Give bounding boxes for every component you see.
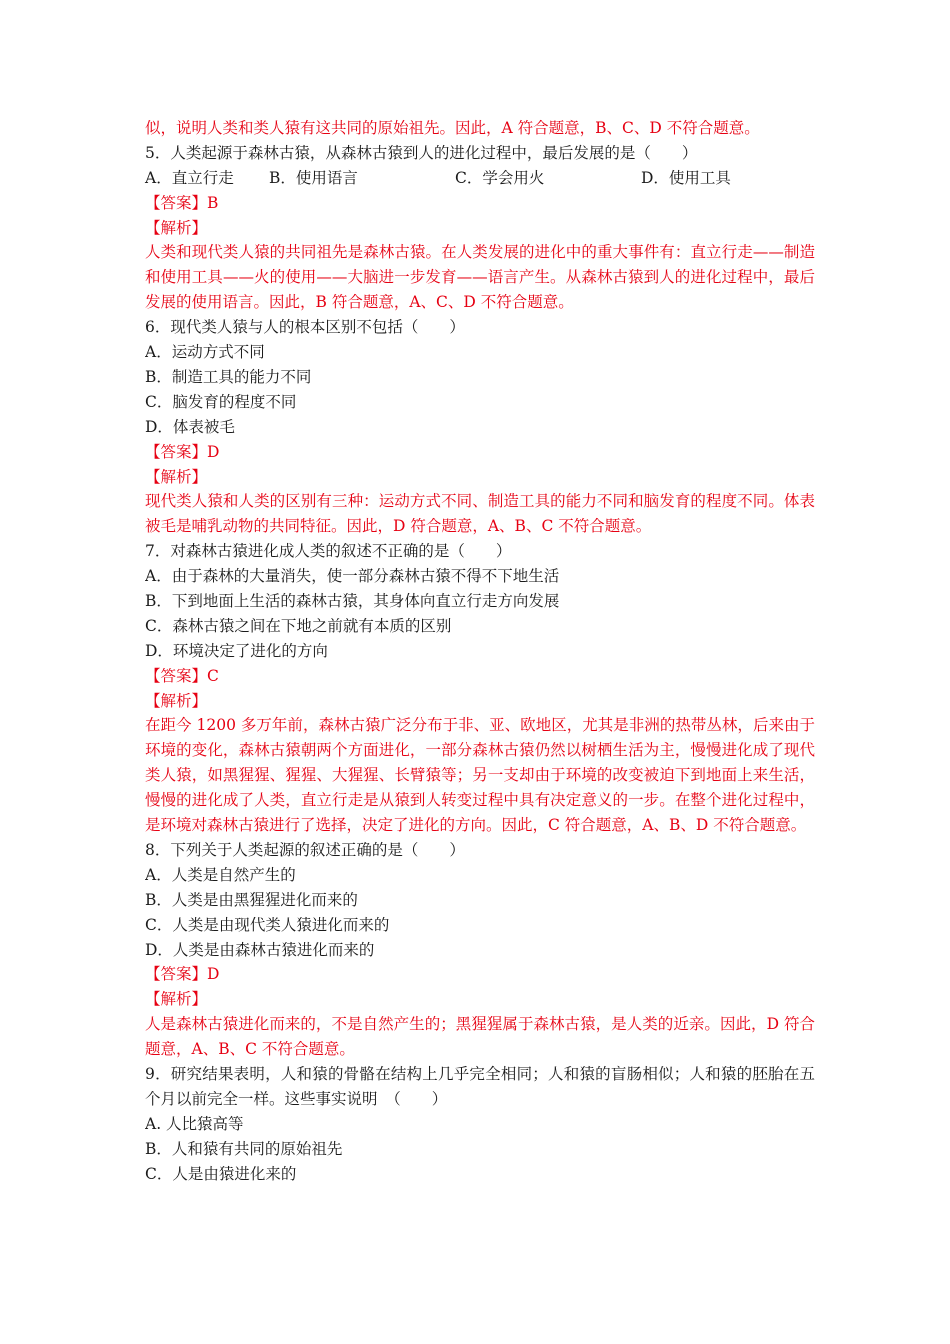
q6-option-a: A．运动方式不同: [145, 343, 265, 362]
q6-stem: 6．现代类人猿与人的根本区别不包括（ ）: [145, 318, 465, 337]
q8-stem: 8．下列关于人类起源的叙述正确的是（ ）: [145, 841, 465, 859]
q6-analysis: 现代类人猿和人类的区别有三种：运动方式不同、制造工具的能力不同和脑发育的程度不同。体表被毛是哺乳动物的共同特征。因此，D 符合题意，A、B、C 不符合题意。: [145, 492, 815, 536]
q5-option-c: C．学会用火: [455, 168, 545, 187]
q6-option-d: D．体表被毛: [145, 417, 235, 436]
q7-option-c: C．森林古猿之间在下地之前就有本质的区别: [145, 616, 452, 635]
q5-stem: 5．人类起源于森林古猿，从森林古猿到人的进化过程中，最后发展的是（ ）: [145, 143, 698, 162]
q5-option-d: D．使用工具: [641, 168, 731, 187]
q6-option-c: C．脑发育的程度不同: [145, 392, 297, 411]
q8-analysis-tag: 【解析】: [145, 990, 208, 1009]
q8-option-c: C．人类是由现代类人猿进化而来的: [145, 915, 390, 934]
q9-option-c: C．人是由猿进化来的: [145, 1164, 297, 1183]
q7-analysis: 在距今 1200 多万年前，森林古猿广泛分布于非、亚、欧地区，尤其是非洲的热带丛林，后来由于环境的变化，森林古猿朝两个方面进化，一部分森林古猿仍然以树栖生活为主，慢慢进化成了现代类人猿，如黑猩猩、猩猩、大猩猩、长臂猿等；另一支却由于环境的改变被迫下到地面上来生活，慢慢的进化成了人类，直立行走是从猿到人转变过程中具有决定意义的一步。在整个进化过程中，是环境对森林古猿进行了选择，决定了进化的方向。因此，C 符合题意，A、B、D 不符合题意。: [145, 716, 815, 835]
q7-analysis-tag: 【解析】: [145, 691, 208, 710]
q9-option-b: B．人和猿有共同的原始祖先: [145, 1139, 343, 1158]
q8-answer: 【答案】D: [145, 965, 220, 984]
carry-over-analysis: 似，说明人类和类人猿有这共同的原始祖先。因此，A 符合题意，B、C、D 不符合题意。: [145, 119, 760, 137]
q6-option-b: B．制造工具的能力不同: [145, 367, 312, 386]
q6-answer: 【答案】D: [145, 442, 220, 461]
q6-analysis-tag: 【解析】: [145, 467, 208, 486]
q5-analysis-tag: 【解析】: [145, 218, 208, 237]
q5-option-b: B．使用语言: [269, 168, 358, 187]
q7-option-d: D．环境决定了进化的方向: [145, 641, 328, 660]
q5-options: [145, 166, 815, 191]
q8-option-b: B．人类是由黑猩猩进化而来的: [145, 890, 358, 909]
q5-option-a: A．直立行走: [145, 168, 234, 187]
q5-analysis: 人类和现代类人猿的共同祖先是森林古猿。在人类发展的进化中的重大事件有：直立行走——制造和使用工具——火的使用——大脑进一步发育——语言产生。从森林古猿到人的进化过程中，最后发展的使用语言。因此，B 符合题意，A、C、D 不符合题意。: [145, 243, 815, 312]
q7-stem: 7．对森林古猿进化成人类的叙述不正确的是（ ）: [145, 542, 512, 561]
q5-answer: 【答案】B: [145, 193, 219, 212]
q9-stem: 9．研究结果表明，人和猿的骨骼在结构上几乎完全相同；人和猿的盲肠相似；人和猿的胚胎在五个月以前完全一样。这些事实说明 （ ）: [145, 1065, 815, 1108]
q9-option-a: A. 人比猿高等: [145, 1114, 244, 1133]
q7-answer: 【答案】C: [145, 666, 219, 685]
q8-option-d: D．人类是由森林古猿进化而来的: [145, 940, 375, 959]
q7-option-b: B．下到地面上生活的森林古猿，其身体向直立行走方向发展: [145, 592, 560, 611]
page-content: [145, 116, 815, 1187]
q8-option-a: A．人类是自然产生的: [145, 865, 296, 884]
q8-analysis: 人是森林古猿进化而来的，不是自然产生的；黑猩猩属于森林古猿，是人类的近亲。因此，D 符合题意，A、B、C 不符合题意。: [145, 1015, 815, 1059]
q7-option-a: A．由于森林的大量消失，使一部分森林古猿不得不下地生活: [145, 567, 560, 586]
